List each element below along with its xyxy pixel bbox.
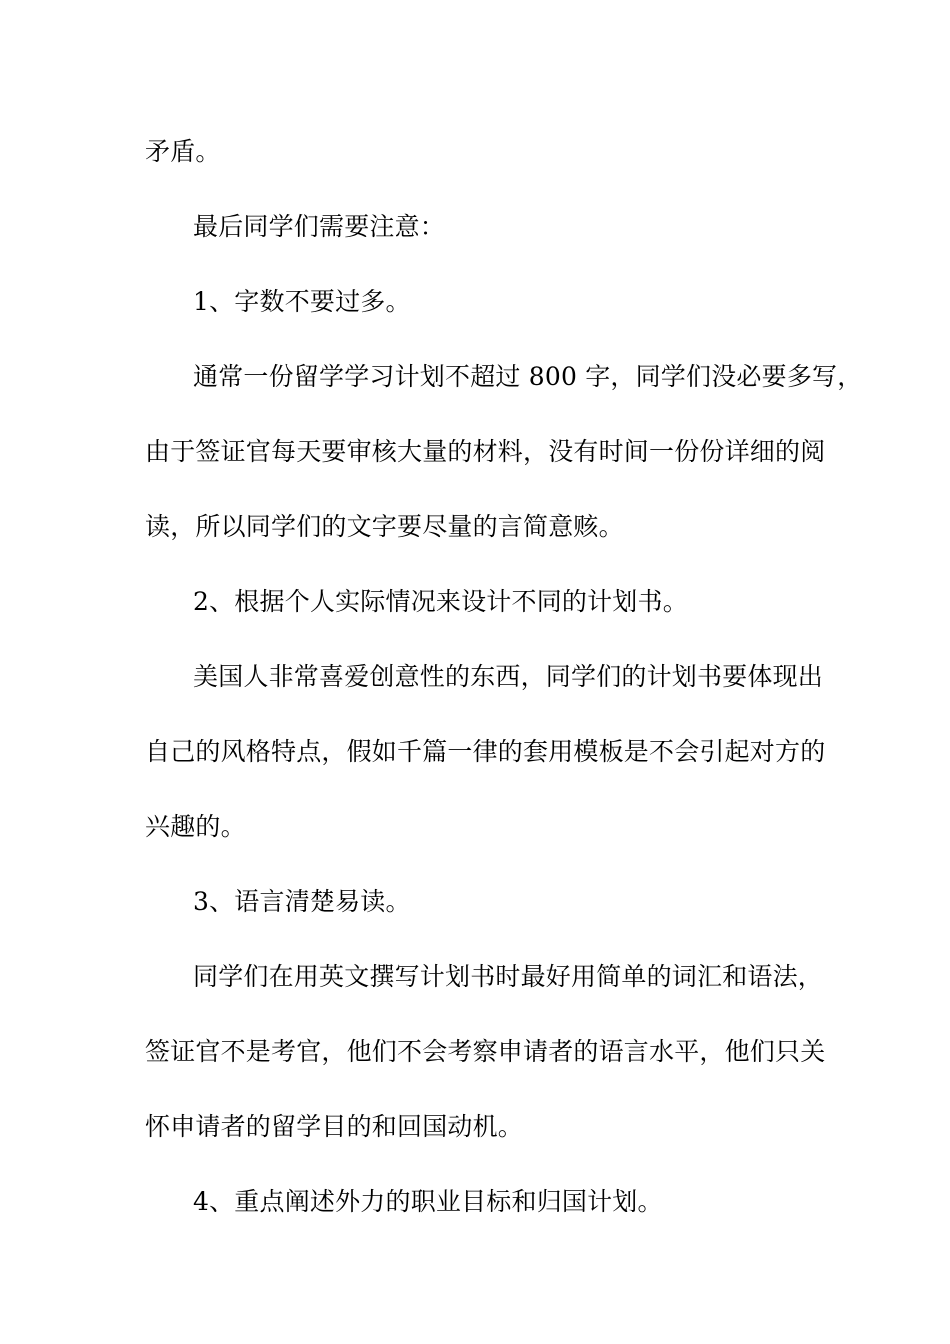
list-item-heading: 2、根据个人实际情况来设计不同的计划书。 xyxy=(193,587,688,616)
text-line: 美国人非常喜爱创意性的东西，同学们的计划书要体现出 xyxy=(193,662,824,691)
text-line: 兴趣的。 xyxy=(145,812,246,841)
text-line: 最后同学们需要注意： xyxy=(193,212,446,241)
list-item-heading: 4、重点阐述外力的职业目标和归国计划。 xyxy=(193,1187,663,1216)
text-line: 矛盾。 xyxy=(145,137,221,166)
text-line: 怀申请者的留学目的和回国动机。 xyxy=(145,1112,524,1141)
text-line: 同学们在用英文撰写计划书时最好用简单的词汇和语法， xyxy=(193,962,824,991)
text-line: 通常一份留学学习计划不超过 800 字，同学们没必要多写， xyxy=(193,362,863,391)
list-item-heading: 3、语言清楚易读。 xyxy=(193,887,411,916)
list-item-heading: 1、字数不要过多。 xyxy=(193,287,411,316)
text-line: 由于签证官每天要审核大量的材料，没有时间一份份详细的阅 xyxy=(145,437,826,466)
text-line: 读，所以同学们的文字要尽量的言简意赅。 xyxy=(145,512,624,541)
text-line: 签证官不是考官，他们不会考察申请者的语言水平，他们只关 xyxy=(145,1037,826,1066)
text-line: 自己的风格特点，假如千篇一律的套用模板是不会引起对方的 xyxy=(145,737,826,766)
